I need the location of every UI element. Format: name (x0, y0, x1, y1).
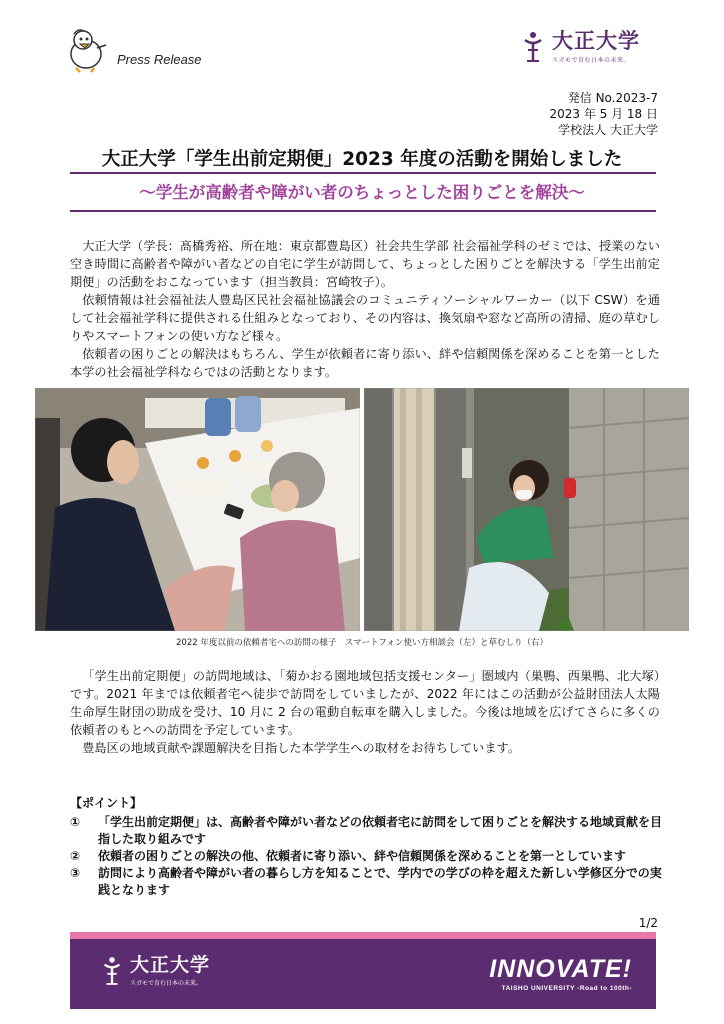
body-paragraph: 豊島区の地域貢献や課題解決を目指した本学学生への取材をお待ちしています。 (82, 741, 520, 755)
points-heading: 【ポイント】 (70, 796, 143, 810)
doc-date: 2023 年 5 月 18 日 (549, 107, 658, 121)
point-item (70, 814, 662, 848)
body-text (70, 667, 660, 757)
photo-caption: 2022 年度以前の依頼者宅への訪問の様子 スマートフォン使い方相談会（左）と草むしり（右） (176, 638, 548, 648)
subtitle-divider (70, 210, 656, 212)
points-section (70, 795, 662, 899)
intro-paragraph: 依頼情報は社会福祉法人豊島区民社会福祉協議会のコミュニティソーシャルワーカー（以下 CSW）を通して社会福祉学科に提供される仕組みとなっており、その内容は、換気扇や窓など高所の清掃、庭の草むしりやスマートフォンの使い方など様々。 (70, 293, 660, 343)
page-title: 大正大学「学生出前定期便」2023 年度の活動を開始しました (101, 149, 623, 170)
point-text: 「学生出前定期便」は、高齢者や障がい者などの依頼者宅に訪問をして困りごとを解決する地域貢献を目指した取り組みです (98, 815, 663, 846)
innovate-mark (489, 957, 632, 992)
title-divider (70, 172, 656, 174)
point-item (70, 865, 662, 899)
press-release-label: Press Release (117, 52, 202, 67)
footer-logo-name: 大正大学 (130, 953, 211, 976)
point-number: ① (70, 815, 81, 829)
taisho-emblem-icon (520, 30, 546, 64)
taisho-emblem-icon (100, 955, 124, 987)
footer-logo-tagline: スガモで育む日本の未来。 (130, 979, 203, 987)
intro-text (70, 237, 660, 381)
point-number: ② (70, 849, 81, 863)
doc-number: 発信 No.2023-7 (567, 91, 658, 105)
point-number: ③ (70, 866, 81, 880)
logo-tagline: スガモで育む日本の未来。 (552, 56, 631, 64)
page-subtitle: ～学生が高齢者や障がい者のちょっとした困りごとを解決～ (139, 183, 585, 202)
document-meta (549, 90, 658, 138)
intro-paragraph: 大正大学（学長：髙橋秀裕、所在地：東京都豊島区）社会共生学部 社会福祉学科のゼミでは、授業のない空き時間に高齢者や障がい者などの自宅に学生が訪問して、ちょっとした困りごとを解決する「学生出前定期便」の活動をおこなっています（担当教員：宮崎牧子）。 (70, 239, 660, 289)
point-text: 依頼者の困りごとの解決の他、依頼者に寄り添い、絆や信頼関係を深めることを第一としています (98, 849, 627, 863)
point-item (70, 848, 662, 865)
duck-mascot-icon (64, 26, 108, 74)
body-paragraph: 「学生出前定期便」の訪問地域は、「菊かおる園地域包括支援センター」圏域内（巣鴨、西巣鴨、北大塚）です。2021 年までは依頼者宅へ徒歩で訪問をしていましたが、2022 年にはこの活動が公益財団法人太陽生命厚生財団の助成を受け、10 月に 2 台の電動自転車を購入しました。今後は地域を広げてさらに多くの依頼者のもとへの訪問を予定しています。 (70, 669, 660, 737)
innovate-title: INNOVATE! (489, 955, 632, 983)
photo-smartphone-consultation (35, 388, 360, 631)
photo-weeding (364, 388, 689, 631)
page-number: 1/2 (638, 916, 658, 930)
footer-accent-bar (70, 932, 656, 939)
university-logo (520, 30, 640, 64)
intro-paragraph: 依頼者の困りごとの解決はもちろん、学生が依頼者に寄り添い、絆や信頼関係を深めることを第一とした本学の社会福祉学科ならではの活動となります。 (70, 347, 660, 379)
logo-name: 大正大学 (552, 28, 640, 53)
doc-org: 学校法人 大正大学 (558, 123, 658, 137)
point-text: 訪問により高齢者や障がい者の暮らし方を知ることで、学内での学びの枠を超えた新しい学修区分での実践となります (98, 866, 662, 897)
innovate-subtitle: TAISHO UNIVERSITY -Road to 100th- (501, 985, 632, 992)
footer-logo (100, 955, 210, 987)
